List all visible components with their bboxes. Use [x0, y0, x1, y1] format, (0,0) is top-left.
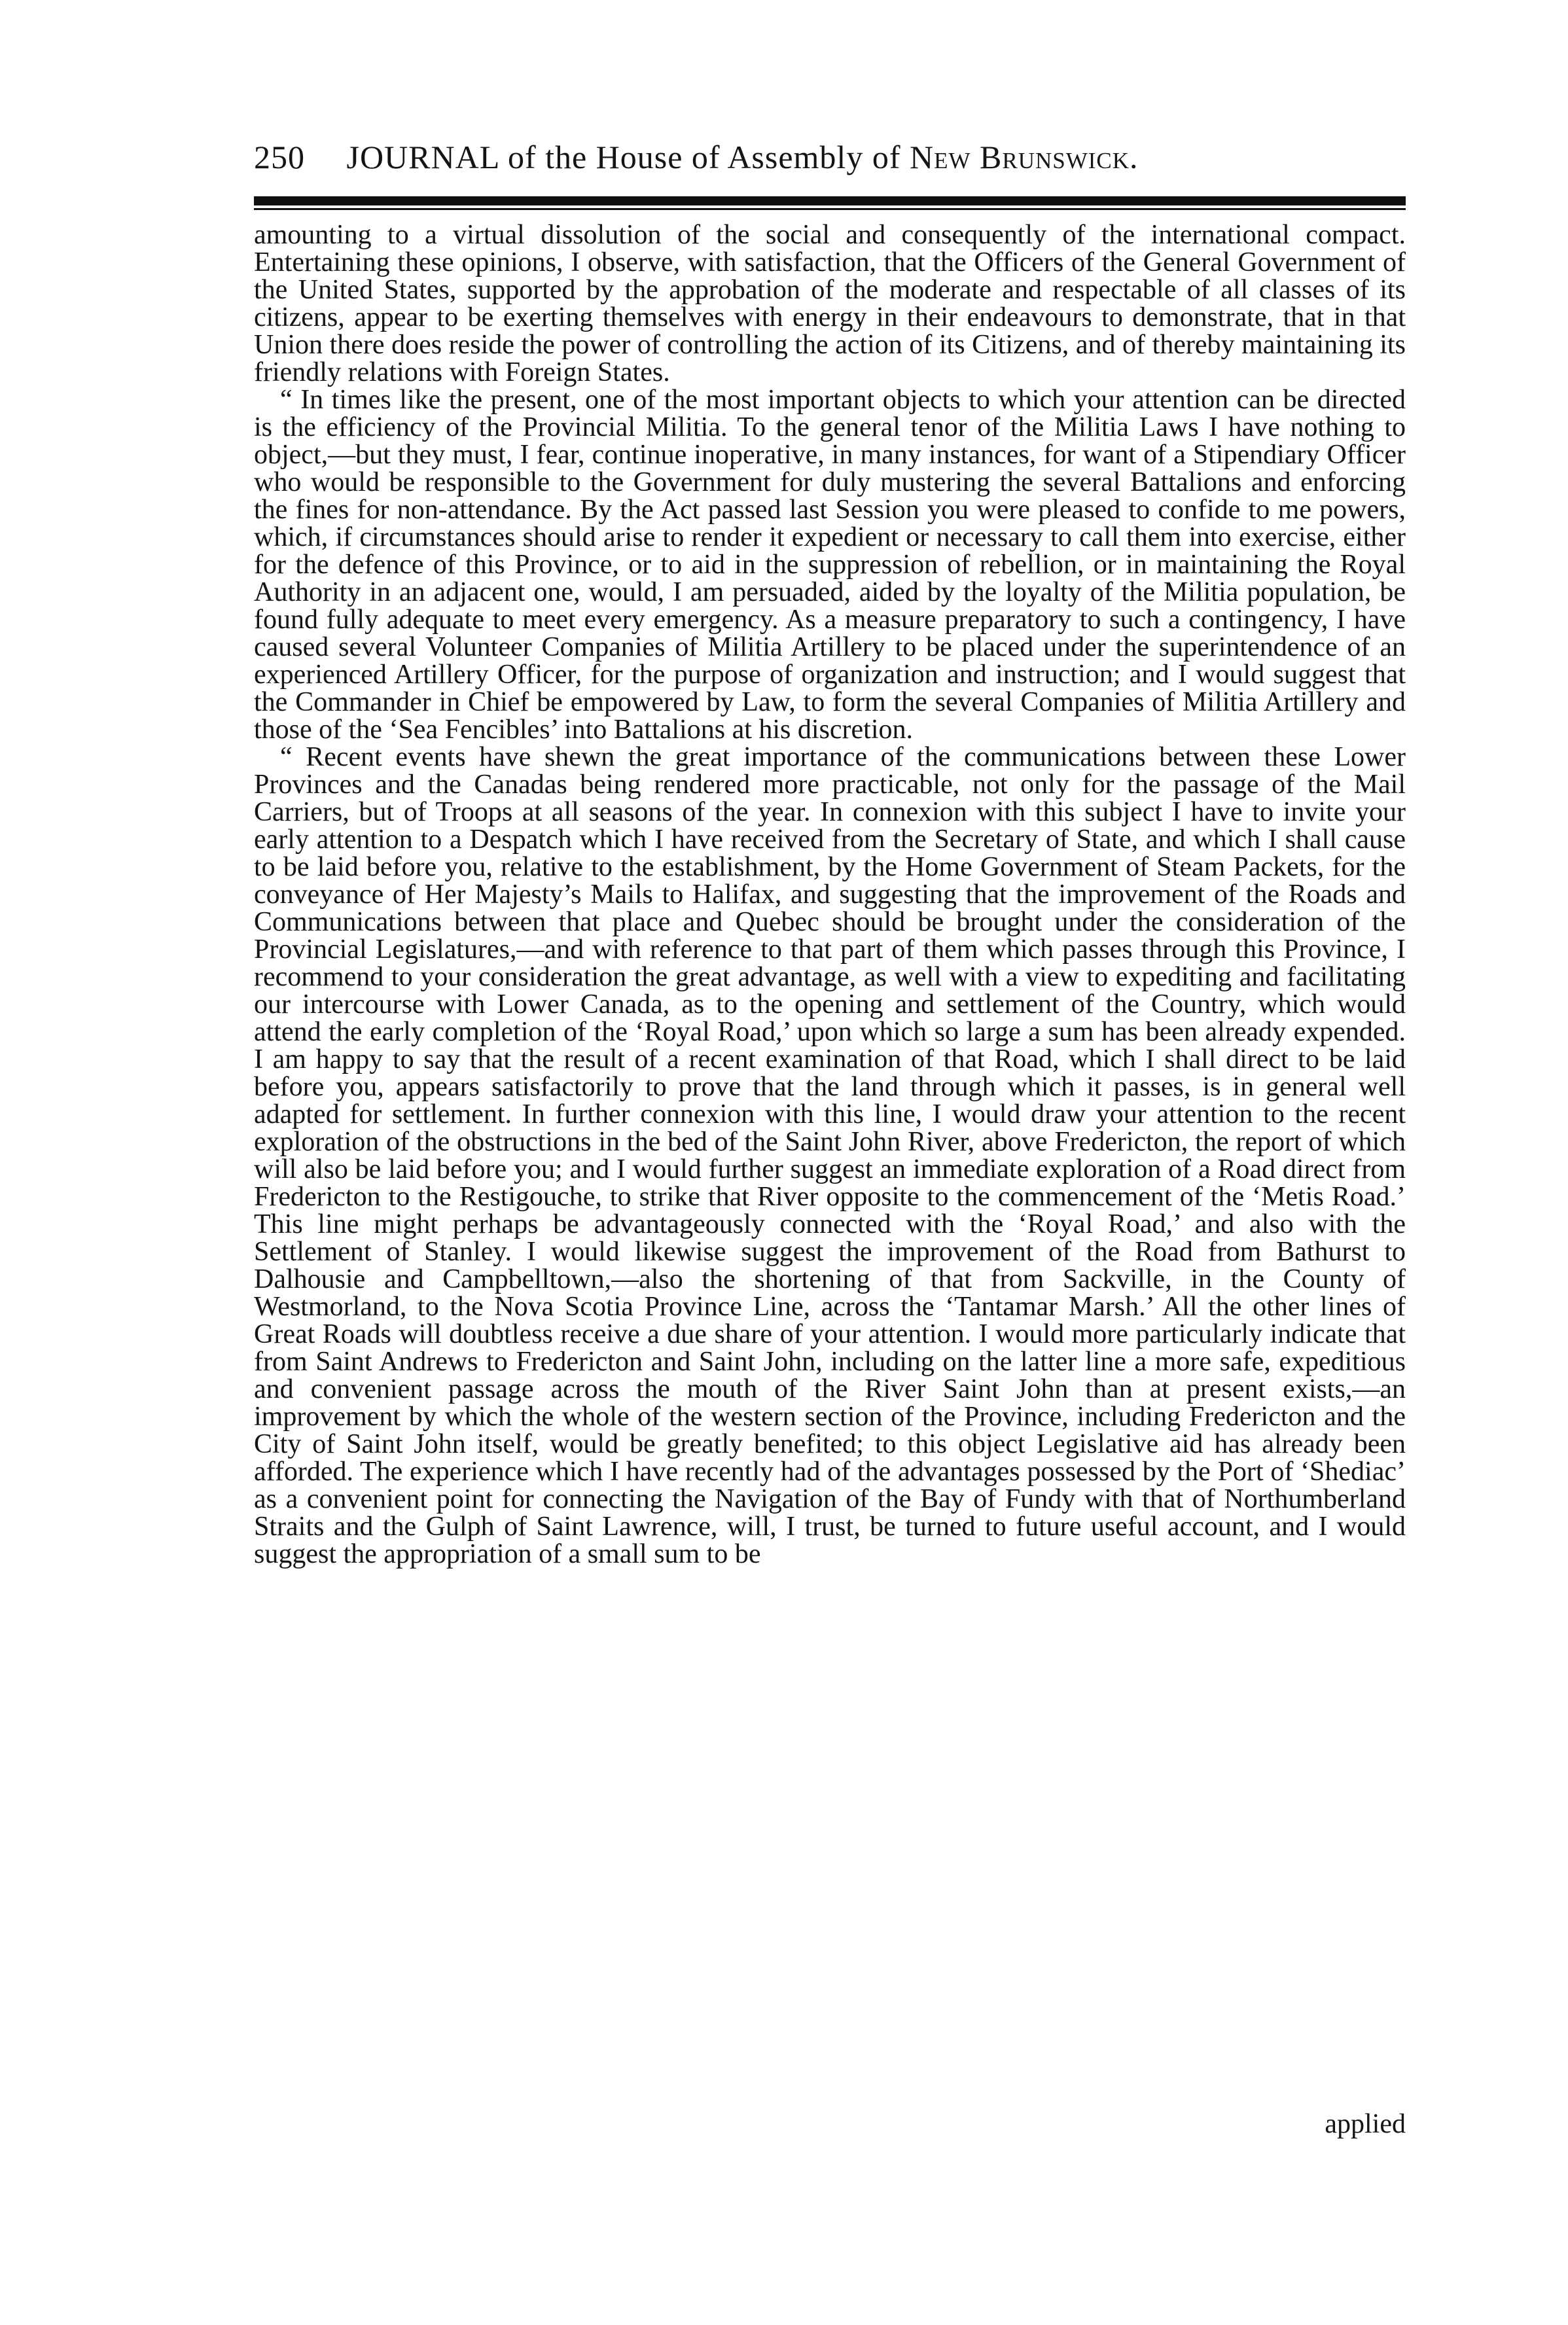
catchword: applied [1325, 2109, 1406, 2139]
page-header [254, 137, 1406, 190]
page-number: 250 [254, 139, 305, 175]
running-title-province: New Brunswick. [909, 139, 1139, 175]
paragraph-militia: “ In times like the present, one of the most important objects to which your attention can be directed is the efficiency of the Provincial Militia. To the general tenor of the Militia Laws I have nothing to object,—but they must, I fear, continue inoperative, in many instances, for want of a Stipendiary Officer who would be responsible to the Government for duly mustering the several Battalions and enforcing the fines for non-attendance. By the Act passed last Session you were pleased to confide to me powers, which, if circumstances should arise to render it expedient or necessary to call them into exercise, either for the defence of this Province, or to aid in the suppression of rebellion, or in maintaining the Royal Authority in an adjacent one, would, I am persuaded, aided by the loyalty of the Militia population, be found fully adequate to meet every emergency. As a measure preparatory to such a contingency, I have caused several Volunteer Companies of Militia Artillery to be placed under the superintendence of an experienced Artillery Officer, for the purpose of organization and instruction; and I would suggest that the Commander in Chief be empowered by Law, to form the several Companies of Militia Artillery and those of the ‘Sea Fencibles’ into Battalions at his discretion. [254, 385, 1406, 745]
running-title-middle: of the House of Assembly of [507, 139, 901, 175]
body-text [254, 221, 1406, 1568]
running-title [347, 137, 1139, 177]
paragraph-communications: “ Recent events have shewn the great importance of the communications between these Lower Provinces and the Canadas being rendered more practicable, not only for the passage of the Mail Carriers, but of Troops at all seasons of the year. In connexion with this subject I have to invite your early attention to a Despatch which I have received from the Secretary of State, and which I shall cause to be laid before you, relative to the establishment, by the Home Government of Steam Packets, for the conveyance of Her Majesty’s Mails to Halifax, and suggesting that the improvement of the Roads and Communications between that place and Quebec should be brought under the consideration of the Provincial Legislatures,—and with reference to that part of them which passes through this Province, I recommend to your consideration the great advantage, as well with a view to expediting and facilitating our intercourse with Lower Canada, as to the opening and settlement of the Country, which would attend the early completion of the ‘Royal Road,’ upon which so large a sum has been already expended. I am happy to say that the result of a recent examination of that Road, which I shall direct to be laid before you, appears satisfactorily to prove that the land through which it passes, is in general well adapted for settlement. In further connexion with this line, I would draw your attention to the recent exploration of the obstructions in the bed of the Saint John River, above Fredericton, the report of which will also be laid before you; and I would further suggest an immediate exploration of a Road direct from Fredericton to the Restigouche, to strike that River opposite to the commencement of the ‘Metis Road.’ This line might perhaps be advantageously connected with the ‘Royal Road,’ and also with the Settlement of Stanley. I would likewise suggest the improvement of the Road from Bathurst to Dalhousie and Campbelltown,—also the shortening of that from Sackville, in the County of Westmorland, to the Nova Scotia Province Line, across the ‘Tantamar Marsh.’ All the other lines of Great Roads will doubtless receive a due share of your attention. I would more particularly indicate that from Saint Andrews to Fredericton and Saint John, including on the latter line a more safe, expeditious and convenient passage across the mouth of the River Saint John than at present exists,—an improvement by which the whole of the western section of the Province, including Fredericton and the City of Saint John itself, would be greatly benefited; to this object Legislative aid has already been afforded. The experience which I have recently had of the advantages possessed by the Port of ‘Shediac’ as a convenient point for connecting the Navigation of the Bay of Fundy with that of Northumberland Straits and the Gulph of Saint Lawrence, will, I trust, be turned to future useful account, and I would suggest the appropriation of a small sum to be [254, 742, 1406, 1569]
paragraph-continuation: amounting to a virtual dissolution of the social and consequently of the international compact. Entertaining these opinions, I observe, with satisfaction, that the Officers of the General Government of the United States, supported by the approbation of the moderate and respectable of all classes of its citizens, appear to be exerting themselves with energy in their endeavours to demonstrate, that in that Union there does reside the power of controlling the action of its Citizens, and of thereby maintaining its friendly relations with Foreign States. [254, 220, 1406, 387]
running-title-journal: JOURNAL [346, 139, 499, 175]
header-rule-thick [254, 196, 1406, 205]
header-rule-thin [254, 208, 1406, 210]
